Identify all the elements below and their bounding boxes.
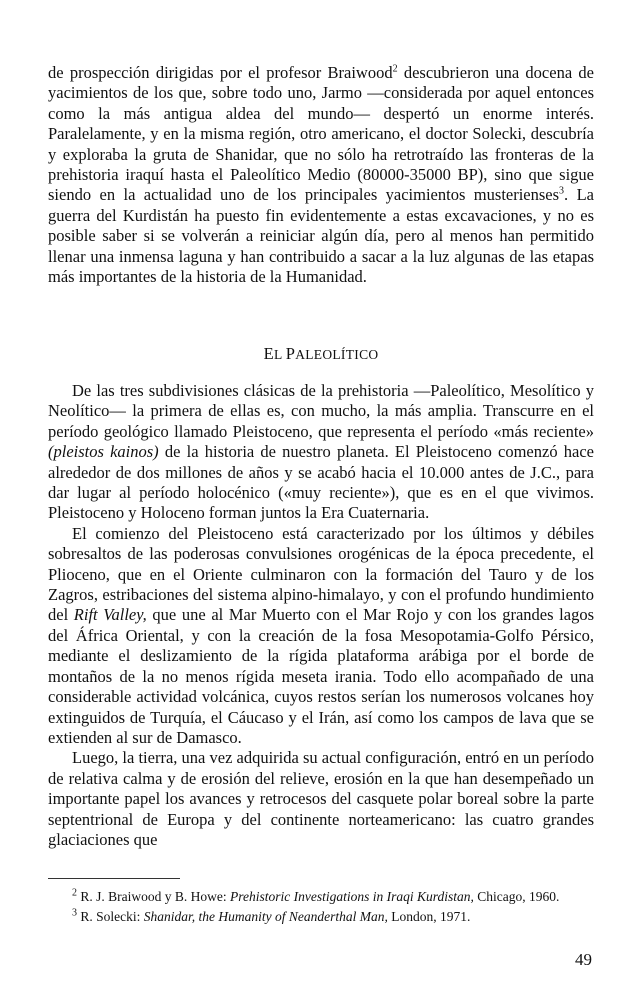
footnote-ref-2: 2 <box>392 63 398 75</box>
footnote-ref-3: 3 <box>559 185 565 197</box>
intro-text-part-2: descubrieron una docena de yacimientos de los que, sobre todo uno, Jarmo —considerada por aquel entonces como la más antigua aldea del mundo— despertó un enorme interés. Paralelamente, y en la misma región, otro americano, el doctor Solecki, descubría y exploraba la gruta de Shanidar, que no sólo ha retrotraído las fronteras de la prehistoria iraquí hasta el Paleolítico Medio (80000-35000 BP), sino que sigue siendo en la actualidad uno de los principales yacimientos musterienses <box>48 63 594 205</box>
paragraph-2: El comienzo del Pleistoceno está caracterizado por los últimos y débiles sobresaltos de las poderosas convulsiones orogénicas de la época precedente, el Plioceno, que en el Oriente culminaron con la formación del Tauro y de los Zagros, estribaciones del sistema alpino-himalayo, y con el profundo hundimiento del Rift Valley, que une al Mar Muerto con el Mar Rojo y con los grandes lagos del África Oriental, y con la creación de la fosa Mesopotamia-Golfo Pérsico, mediante el deslizamiento de la rígida plataforma arábiga por el borde de montaños de la no menos rígida meseta irania. Todo ello acompañado de una considerable actividad volcánica, cuyos restos serían los numerosos volcanes hoy extinguidos de Turquía, el Cáucaso y el Irán, así como los campos de lava que se extienden al sur de Damasco. <box>48 523 594 747</box>
paragraph-1: De las tres subdivisiones clásicas de la prehistoria —Paleolítico, Mesolítico y Neolítico— la primera de ellas es, con mucho, la más amplia. Transcurre en el período geológico llamado Pleistoceno, que representa el período «más reciente» (pleistos kainos) de la historia de nuestro planeta. El Pleistoceno comenzó hace alrededor de dos millones de años y se acabó hacia el 10.000 antes de J.C., para dar lugar al período holocénico («muy reciente»), que es en el que vivimos. Pleistoceno y Holoceno forman juntos la Era Cuaternaria. <box>48 381 594 523</box>
intro-text-part-3: . La guerra del Kurdistán ha puesto fin evidentemente a estas excavaciones, y no es posible saber si se volverán a reiniciar algún día, pero al menos han permitido llenar una inmensa laguna y han contribuido a sacar a la luz algunas de las etapas más importantes de la historia de la Humanidad. <box>48 185 594 287</box>
italic-term-rift-valley: Rift Valley, <box>73 605 147 625</box>
footnote-2: $^2$ R. J. Braiwood y B. Howe: Prehistoric Investigations in Iraqi Kurdistan, Chicago, 1960. <box>72 887 560 904</box>
italic-term-pleistos: (pleistos kainos) <box>48 442 159 462</box>
page-number: 49 <box>575 950 592 969</box>
main-text-block <box>48 381 594 850</box>
footnotes <box>48 888 594 928</box>
section-heading: EL PALEOLÍTICO <box>263 344 379 363</box>
footnote-divider <box>48 878 180 879</box>
footnote-3: $^3$ R. Solecki: Shanidar, the Humanity of Neanderthal Man, London, 1971. <box>72 907 471 924</box>
intro-paragraph <box>48 63 594 287</box>
paragraph-3: Luego, la tierra, una vez adquirida su actual configuración, entró en un período de relativa calma y de erosión del relieve, erosión en la que han desempeñado un importante papel los avances y retrocesos del casquete polar boreal sobre la parte septentrional de Europa y del continente norteamericano: las cuatro grandes glaciaciones que <box>48 748 594 849</box>
intro-text-part-1: de prospección dirigidas por el profesor Braiwood <box>48 63 393 82</box>
intro-text-block <box>48 63 594 287</box>
